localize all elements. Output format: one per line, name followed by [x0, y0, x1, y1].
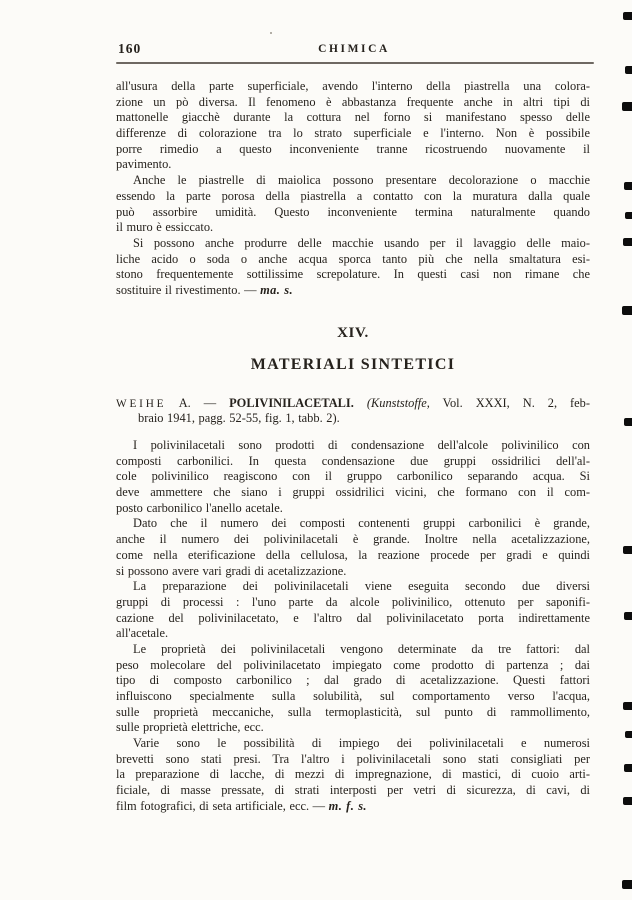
text-line — [116, 548, 590, 564]
scan-edge-mark — [623, 12, 632, 20]
scan-edge-mark — [623, 238, 632, 246]
text-line — [116, 611, 590, 627]
reviewer-initials: m. f. s. — [328, 798, 367, 813]
text-line — [116, 95, 590, 111]
text-segment: La preparazione dei polivinilacetali viene eseguita secondo due diversi — [133, 579, 590, 594]
article-reference — [116, 396, 590, 427]
text-segment: può assorbire umidità. Questo inconveniente termina naturalmente quando — [116, 204, 590, 219]
text-line — [116, 485, 590, 501]
text-line — [116, 705, 590, 721]
text-segment: deve ammettere che siano i gruppi ossidrilici vicini, che formano con il com- — [116, 485, 590, 500]
text-line — [116, 720, 590, 736]
text-line — [116, 157, 590, 173]
page-number: 160 — [118, 41, 142, 56]
text-line — [116, 283, 590, 299]
text-line — [116, 658, 590, 674]
text-line — [116, 564, 590, 580]
section-number-heading: XIV. — [337, 324, 369, 341]
article-abstract — [116, 438, 590, 815]
scan-edge-mark — [625, 212, 632, 219]
text-line — [116, 642, 590, 658]
paragraph — [116, 642, 590, 736]
text-segment: differenze di colorazione tra lo strato superficiale e l'interno. Non è possibile — [116, 126, 590, 141]
scan-speck — [270, 32, 272, 34]
text-segment: tipo di composto carbonilico ; dal grado di acetalizzazione. Questi fattori — [116, 673, 590, 688]
text-segment: posto carbonilico l'anello acetale. — [116, 500, 283, 515]
text-line — [116, 736, 590, 752]
text-segment: all'acetale. — [116, 626, 169, 641]
text-line — [116, 126, 590, 142]
text-line — [116, 454, 590, 470]
scan-edge-mark — [624, 764, 632, 772]
text-segment: la preparazione di lacche, di mezzi di impregnazione, di mastici, di cuoio arti- — [116, 767, 590, 782]
text-segment: il muro è essiccato. — [116, 220, 214, 235]
text-segment: liche acido o soda o anche acqua sporca tanto più che nella smaltatura esi- — [116, 251, 590, 266]
paragraph — [116, 736, 590, 814]
text-line — [116, 626, 590, 642]
reviewer-initials: ma. s. — [260, 282, 293, 297]
text-segment: anche il numero dei polivinilacetali è grande. Inoltre nella acetalizzazione, — [116, 532, 590, 547]
paragraph — [116, 516, 590, 579]
page-header — [116, 41, 592, 59]
author-name: WEIHE — [116, 397, 167, 410]
text-segment — [354, 396, 367, 410]
text-segment: zione un pò diversa. Il fenomeno è abbastanza frequente anche in altri tipi di — [116, 94, 590, 109]
scan-edge-mark — [624, 182, 632, 190]
text-line — [116, 469, 590, 485]
text-line — [116, 267, 590, 283]
paragraph — [116, 438, 590, 516]
paragraph — [116, 396, 590, 427]
text-segment: Varie sono le possibilità di impiego dei polivinilacetali e numerosi — [133, 736, 590, 751]
paragraph — [116, 579, 590, 642]
text-segment: I polivinilacetali sono prodotti di condensazione dell'alcole polivinilico con — [133, 438, 590, 452]
paragraph — [116, 79, 590, 173]
scan-edge-mark — [624, 418, 632, 426]
paragraph — [116, 173, 590, 236]
text-segment: si possono avere vari gradi di acetalizzazione. — [116, 563, 347, 578]
text-line — [116, 236, 590, 252]
text-segment: cazione del polivinilacetato, e l'altro dal polivinilacetato porta indirettamente — [116, 610, 590, 625]
text-column — [116, 79, 590, 815]
section-title-heading: MATERIALI SINTETICI — [250, 355, 456, 373]
text-segment: stono frequentemente sottilissime screpolature. In questi casi non rimane che — [116, 267, 590, 282]
text-line — [116, 767, 590, 783]
text-segment: brevetti sono stati presi. Tra l'altro i polivinilacetali sono stati consigliati per — [116, 751, 590, 766]
header-rule — [116, 62, 594, 64]
text-segment: Vol. XXXI, N. 2, feb- — [429, 395, 590, 410]
text-segment: mattonelle giacchè durante la cottura nel forno si manifestano spesso delle — [116, 110, 590, 125]
text-segment: Dato che il numero dei composti contenenti gruppi carbonilici è grande, — [133, 516, 590, 531]
text-segment: sostituire il rivestimento. — — [116, 282, 261, 297]
text-segment: Si possono anche produrre delle macchie usando per il lavaggio delle maio- — [133, 235, 590, 250]
text-segment: essendo la parte porosa della piastrella a contatto con la muratura dalla quale — [116, 188, 590, 203]
text-line — [116, 79, 590, 95]
text-line — [116, 396, 590, 412]
text-segment: peso molecolare del polivinilacetato impiegato come prodotto di partenza ; dai — [116, 657, 590, 672]
text-segment: porre rimedio a questo inconveniente tranne ricostruendo nuovamente il — [116, 141, 590, 156]
text-segment: sulle proprietà meccaniche, sulla termoplasticità, sul punto di rammollimento, — [116, 704, 590, 719]
text-line — [116, 501, 590, 517]
text-line — [116, 532, 590, 548]
scan-edge-mark — [623, 797, 632, 805]
text-line — [116, 689, 590, 705]
text-line — [116, 205, 590, 221]
text-segment: come nella eterificazione della cellulosa, la reazione procede per gradi e quindi — [116, 547, 590, 562]
scan-edge-mark — [622, 880, 632, 889]
scan-edge-mark — [623, 546, 632, 554]
ceramics-abstract-continuation — [116, 79, 590, 299]
text-segment: pavimento. — [116, 157, 172, 172]
text-line — [116, 173, 590, 189]
italic-text: (Kunststoffe, — [366, 395, 430, 410]
text-segment: sulle proprietà elettriche, ecc. — [116, 720, 264, 735]
text-line — [138, 411, 590, 427]
text-line — [116, 142, 590, 158]
text-line — [116, 783, 590, 799]
text-segment: gruppi di processi : l'uno parte da alcole polivinilico, ottenuto per saponifi- — [116, 594, 590, 609]
text-line — [116, 595, 590, 611]
text-line — [116, 799, 590, 815]
text-segment: Le proprietà dei polivinilacetali vengono determinate da tre fattori: dal — [133, 641, 590, 656]
text-line — [116, 579, 590, 595]
text-line — [116, 673, 590, 689]
text-segment: ficiale, di masse pressate, di strati interposti per vetri di sicurezza, di cavi, di — [116, 783, 590, 798]
text-line — [116, 189, 590, 205]
article-title: POLIVINILACETALI. — [229, 395, 354, 410]
text-line — [116, 438, 590, 454]
text-line — [116, 516, 590, 532]
text-line — [116, 252, 590, 268]
text-segment: braio 1941, pagg. 52-55, fig. 1, tabb. 2). — [138, 411, 340, 426]
scan-edge-mark — [622, 306, 632, 315]
text-line — [116, 110, 590, 126]
text-segment: all'usura della parte superficiale, avendo l'interno della piastrella una colora- — [116, 79, 590, 93]
paragraph — [116, 236, 590, 299]
text-segment: film fotografici, di seta artificiale, ecc. — — [116, 798, 329, 813]
text-segment: A. — — [166, 395, 230, 410]
text-segment: cole polivinilico reagiscono con il gruppo carbonilico separando acqua. Si — [116, 469, 590, 484]
scan-edge-mark — [624, 612, 632, 620]
text-line — [116, 752, 590, 768]
scan-edge-mark — [625, 66, 632, 74]
text-line — [116, 220, 590, 236]
scan-edge-mark — [622, 102, 632, 111]
text-segment: Anche le piastrelle di maiolica possono presentare decolorazione o macchie — [133, 173, 590, 188]
scan-edge-mark — [625, 731, 632, 738]
text-segment: influiscono specialmente sulla solubilità, sul comportamento verso l'acqua, — [116, 689, 590, 703]
scan-edge-mark — [623, 702, 632, 710]
text-segment: composti carbonilici. In questa condensazione due gruppi ossidrilici dell'al- — [116, 453, 590, 468]
running-title: CHIMICA — [318, 43, 390, 55]
